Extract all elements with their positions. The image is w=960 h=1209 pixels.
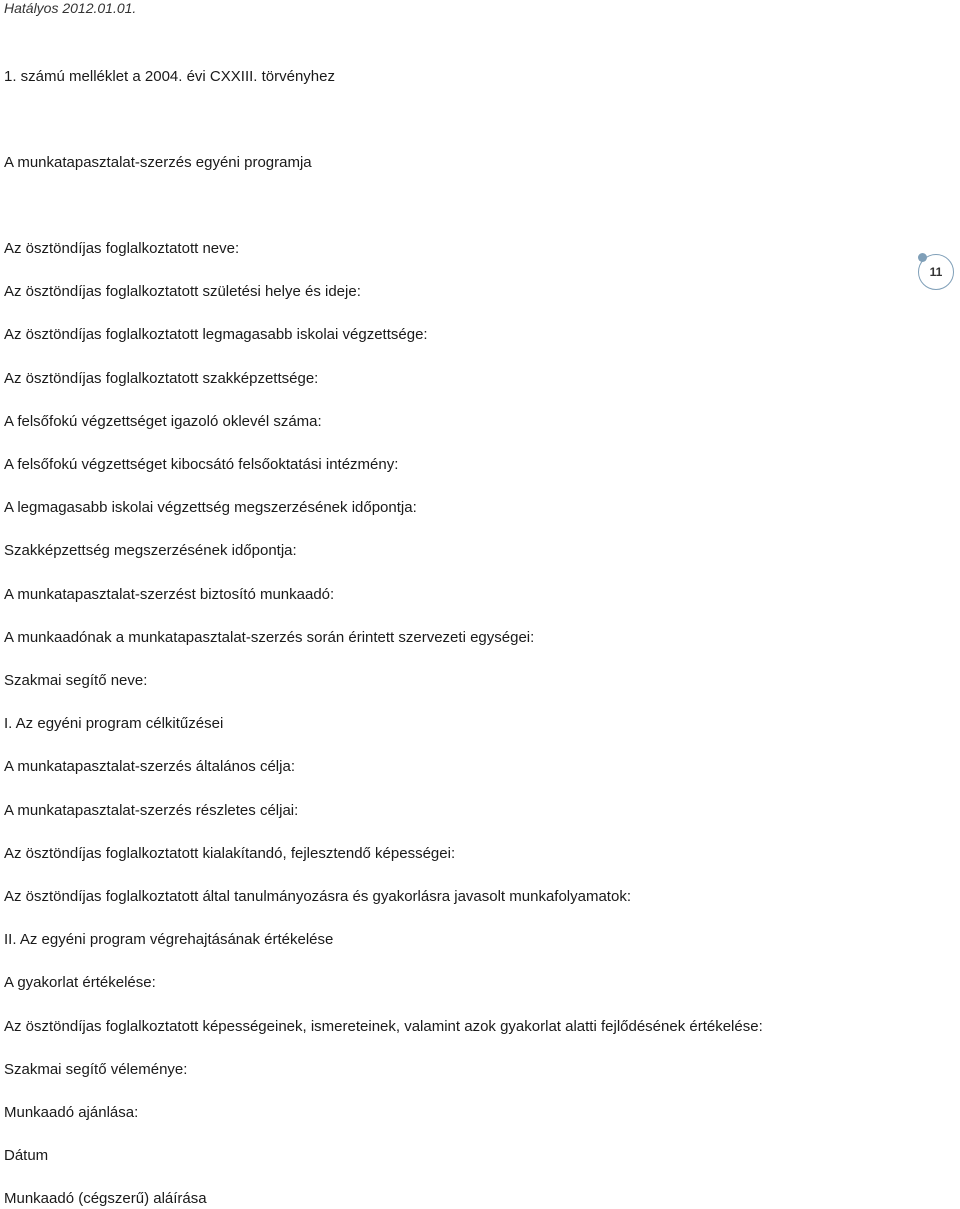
field-organizational-units: A munkaadónak a munkatapasztalat-szerzés során érintett szervezeti egységei:: [4, 629, 535, 646]
page-number-badge: 11: [918, 254, 954, 290]
section-i-heading: I. Az egyéni program célkitűzései: [4, 715, 224, 732]
field-employer-signature: Munkaadó (cégszerű) aláírása: [4, 1190, 207, 1207]
field-recommended-workflows: Az ösztöndíjas foglalkoztatott által tanulmányozásra és gyakorlásra javasolt munkafolyamatok:: [4, 888, 631, 905]
field-detailed-goals: A munkatapasztalat-szerzés részletes céljai:: [4, 802, 299, 819]
field-general-goal: A munkatapasztalat-szerzés általános célja:: [4, 758, 295, 775]
field-mentor-opinion: Szakmai segítő véleménye:: [4, 1061, 188, 1078]
field-practice-evaluation: A gyakorlat értékelése:: [4, 974, 156, 991]
field-diploma-number: A felsőfokú végzettséget igazoló oklevél száma:: [4, 413, 322, 430]
field-education-date: A legmagasabb iskolai végzettség megszerzésének időpontja:: [4, 499, 417, 516]
field-skills-to-develop: Az ösztöndíjas foglalkoztatott kialakítandó, fejlesztendő képességei:: [4, 845, 456, 862]
section-ii-heading: II. Az egyéni program végrehajtásának értékelése: [4, 931, 334, 948]
effective-date-header: Hatályos 2012.01.01.: [4, 0, 137, 16]
field-employer-recommendation: Munkaadó ajánlása:: [4, 1104, 139, 1121]
field-highest-education: Az ösztöndíjas foglalkoztatott legmagasabb iskolai végzettsége:: [4, 326, 428, 343]
field-skills-evaluation: Az ösztöndíjas foglalkoztatott képességeinek, ismereteinek, valamint azok gyakorlat alatti fejlődésének értékelése:: [4, 1018, 763, 1035]
field-birth-place-date: Az ösztöndíjas foglalkoztatott születési helye és ideje:: [4, 283, 361, 300]
field-employer: A munkatapasztalat-szerzést biztosító munkaadó:: [4, 586, 335, 603]
field-qualification: Az ösztöndíjas foglalkoztatott szakképzettsége:: [4, 370, 319, 387]
program-title: A munkatapasztalat-szerzés egyéni programja: [4, 154, 312, 171]
annex-title: 1. számú melléklet a 2004. évi CXXIII. törvényhez: [4, 68, 335, 85]
field-name: Az ösztöndíjas foglalkoztatott neve:: [4, 240, 240, 257]
field-qualification-date: Szakképzettség megszerzésének időpontja:: [4, 542, 297, 559]
field-date: Dátum: [4, 1147, 49, 1164]
field-issuing-institution: A felsőfokú végzettséget kibocsátó felsőoktatási intézmény:: [4, 456, 399, 473]
field-mentor-name: Szakmai segítő neve:: [4, 672, 148, 689]
